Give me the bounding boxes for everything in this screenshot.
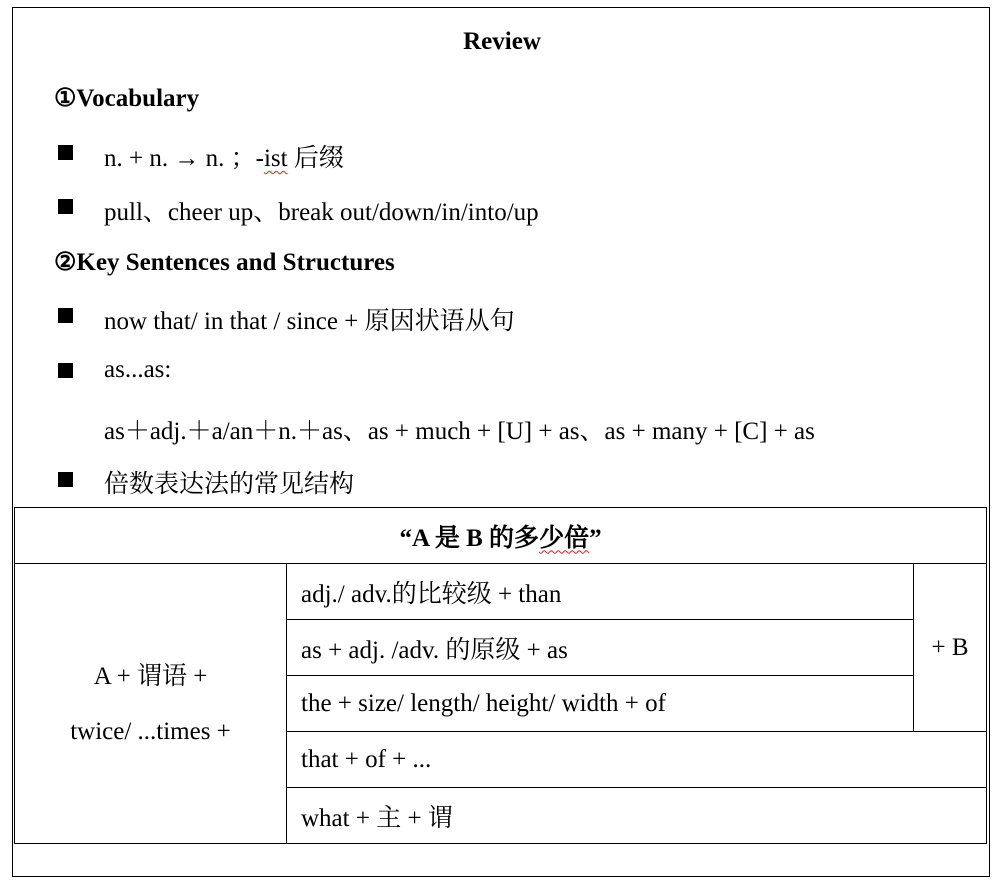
multiple-expression-table [14, 507, 987, 844]
bullet-icon [58, 145, 73, 160]
vocab-item-1: n. + n. → n. ；-ist 后缀 [104, 145, 344, 172]
bullet-icon [58, 472, 73, 487]
key-item-2: as...as: [104, 356, 172, 383]
page-title: Review [463, 28, 541, 55]
table-row: adj./ adv.的比较级 + than [287, 564, 914, 620]
vocab-item-2: pull、cheer up、break out/down/in/into/up [104, 199, 539, 226]
bullet-icon [58, 199, 73, 214]
key-sentences-heading: ②Key Sentences and Structures [54, 249, 395, 276]
table-row: the + size/ length/ height/ width + of [287, 676, 914, 732]
table-right-cell: + B [914, 564, 987, 732]
table-row: what + 主 + 谓 [287, 788, 987, 844]
table-left-line-2: twice/ ...times + [70, 717, 231, 745]
key-item-1: now that/ in that / since + 原因状语从句 [104, 308, 515, 335]
bullet-icon [58, 363, 73, 378]
table-left-cell [15, 564, 287, 844]
vocabulary-heading: ①Vocabulary [54, 85, 200, 112]
key-item-3: 倍数表达法的常见结构 [104, 471, 355, 498]
bullet-icon [58, 308, 73, 323]
table-header: “A 是 B 的多少倍” [15, 508, 987, 564]
table-row: as + adj. /adv. 的原级 + as [287, 620, 914, 676]
table-left-line-1: A + 谓语 + [93, 662, 208, 690]
table-row: that + of + ... [287, 732, 987, 788]
key-item-2-detail: as＋adj.＋a/an＋n.＋as、as + much + [U] + as、as + many + [C] + as [104, 418, 815, 445]
